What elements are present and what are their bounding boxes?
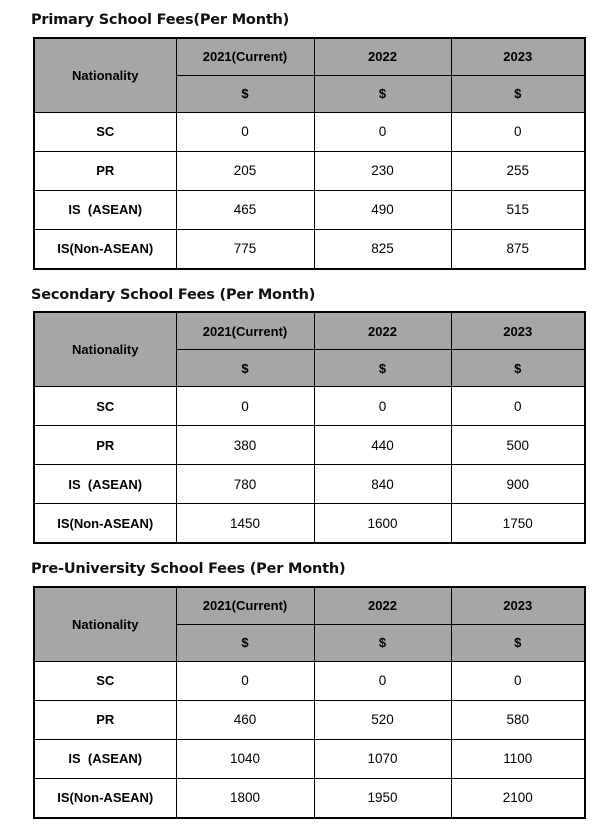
column-header-year-2023: 2023 <box>451 312 585 350</box>
cell-is-asean-2022: 840 <box>314 465 451 504</box>
cell-pr-2021: 205 <box>176 151 314 190</box>
cell-is-asean-2021: 465 <box>176 190 314 229</box>
column-header-year-2023: 2023 <box>451 587 585 625</box>
row-label-sc: SC <box>34 387 176 426</box>
cell-is-asean-2023: 515 <box>451 190 585 229</box>
fee-block-primary <box>0 13 615 270</box>
currency-header-2021: $ <box>176 624 314 661</box>
table-row <box>34 190 585 229</box>
fee-block-pre-university <box>0 562 615 819</box>
row-label-sc: SC <box>34 112 176 151</box>
fee-block-secondary <box>0 288 615 545</box>
row-label-is-non-asean: IS(Non-ASEAN) <box>34 229 176 269</box>
title-table-spacer <box>0 302 615 311</box>
row-label-pr: PR <box>34 700 176 739</box>
cell-is-non-asean-2021: 1450 <box>176 504 314 544</box>
table-body <box>34 661 585 818</box>
column-header-year-2021: 2021(Current) <box>176 38 314 76</box>
cell-is-non-asean-2021: 775 <box>176 229 314 269</box>
cell-sc-2023: 0 <box>451 387 585 426</box>
row-label-pr: PR <box>34 426 176 465</box>
cell-sc-2022: 0 <box>314 661 451 700</box>
currency-header-2022: $ <box>314 350 451 387</box>
cell-is-asean-2023: 1100 <box>451 739 585 778</box>
row-label-is-non-asean: IS(Non-ASEAN) <box>34 504 176 544</box>
table-row <box>34 504 585 544</box>
cell-sc-2021: 0 <box>176 661 314 700</box>
header-row-years <box>34 312 585 350</box>
header-row-years <box>34 587 585 625</box>
cell-is-non-asean-2022: 1600 <box>314 504 451 544</box>
cell-is-non-asean-2023: 875 <box>451 229 585 269</box>
cell-is-asean-2022: 490 <box>314 190 451 229</box>
row-label-is-asean: IS (ASEAN) <box>34 190 176 229</box>
table-wrapper-primary <box>0 37 615 270</box>
table-wrapper-secondary <box>0 311 615 544</box>
cell-pr-2023: 500 <box>451 426 585 465</box>
cell-is-non-asean-2022: 825 <box>314 229 451 269</box>
table-row <box>34 229 585 269</box>
table-row <box>34 661 585 700</box>
cell-is-non-asean-2022: 1950 <box>314 778 451 818</box>
cell-is-asean-2023: 900 <box>451 465 585 504</box>
column-header-nationality: Nationality <box>34 587 176 662</box>
currency-header-2023: $ <box>451 350 585 387</box>
cell-pr-2021: 380 <box>176 426 314 465</box>
cell-is-non-asean-2021: 1800 <box>176 778 314 818</box>
cell-pr-2022: 230 <box>314 151 451 190</box>
fee-table-secondary <box>33 311 586 544</box>
column-header-nationality: Nationality <box>34 312 176 387</box>
cell-is-non-asean-2023: 2100 <box>451 778 585 818</box>
cell-sc-2023: 0 <box>451 661 585 700</box>
table-wrapper-pre-university <box>0 586 615 819</box>
column-header-year-2022: 2022 <box>314 587 451 625</box>
fee-table-primary <box>33 37 586 270</box>
cell-pr-2023: 580 <box>451 700 585 739</box>
column-header-nationality: Nationality <box>34 38 176 113</box>
cell-sc-2023: 0 <box>451 112 585 151</box>
currency-header-2021: $ <box>176 350 314 387</box>
table-row <box>34 778 585 818</box>
cell-sc-2021: 0 <box>176 112 314 151</box>
table-row <box>34 387 585 426</box>
cell-is-asean-2022: 1070 <box>314 739 451 778</box>
cell-pr-2021: 460 <box>176 700 314 739</box>
fee-table-pre-university <box>33 586 586 819</box>
column-header-year-2023: 2023 <box>451 38 585 76</box>
table-body <box>34 387 585 544</box>
cell-pr-2023: 255 <box>451 151 585 190</box>
currency-header-2023: $ <box>451 75 585 112</box>
cell-sc-2022: 0 <box>314 387 451 426</box>
table-row <box>34 426 585 465</box>
page-title-pre-university: Pre-University School Fees (Per Month) <box>31 561 346 577</box>
page-title-primary: Primary School Fees(Per Month) <box>31 12 290 28</box>
cell-sc-2022: 0 <box>314 112 451 151</box>
row-label-sc: SC <box>34 661 176 700</box>
currency-header-2022: $ <box>314 75 451 112</box>
row-label-is-asean: IS (ASEAN) <box>34 465 176 504</box>
table-row <box>34 739 585 778</box>
cell-is-non-asean-2023: 1750 <box>451 504 585 544</box>
column-header-year-2021: 2021(Current) <box>176 587 314 625</box>
title-table-spacer <box>0 577 615 586</box>
currency-header-2021: $ <box>176 75 314 112</box>
row-label-is-asean: IS (ASEAN) <box>34 739 176 778</box>
row-label-is-non-asean: IS(Non-ASEAN) <box>34 778 176 818</box>
table-row <box>34 112 585 151</box>
block-spacer <box>0 544 615 562</box>
table-row <box>34 465 585 504</box>
table-head <box>34 38 585 113</box>
cell-sc-2021: 0 <box>176 387 314 426</box>
cell-pr-2022: 440 <box>314 426 451 465</box>
page-title-secondary: Secondary School Fees (Per Month) <box>31 286 316 303</box>
currency-header-2023: $ <box>451 624 585 661</box>
cell-is-asean-2021: 780 <box>176 465 314 504</box>
table-row <box>34 700 585 739</box>
header-row-years <box>34 38 585 76</box>
cell-pr-2022: 520 <box>314 700 451 739</box>
column-header-year-2022: 2022 <box>314 312 451 350</box>
cell-is-asean-2021: 1040 <box>176 739 314 778</box>
table-head <box>34 587 585 662</box>
table-row <box>34 151 585 190</box>
column-header-year-2022: 2022 <box>314 38 451 76</box>
column-header-year-2021: 2021(Current) <box>176 312 314 350</box>
block-spacer <box>0 270 615 288</box>
currency-header-2022: $ <box>314 624 451 661</box>
row-label-pr: PR <box>34 151 176 190</box>
table-body <box>34 112 585 269</box>
table-head <box>34 312 585 387</box>
title-table-spacer <box>0 28 615 37</box>
